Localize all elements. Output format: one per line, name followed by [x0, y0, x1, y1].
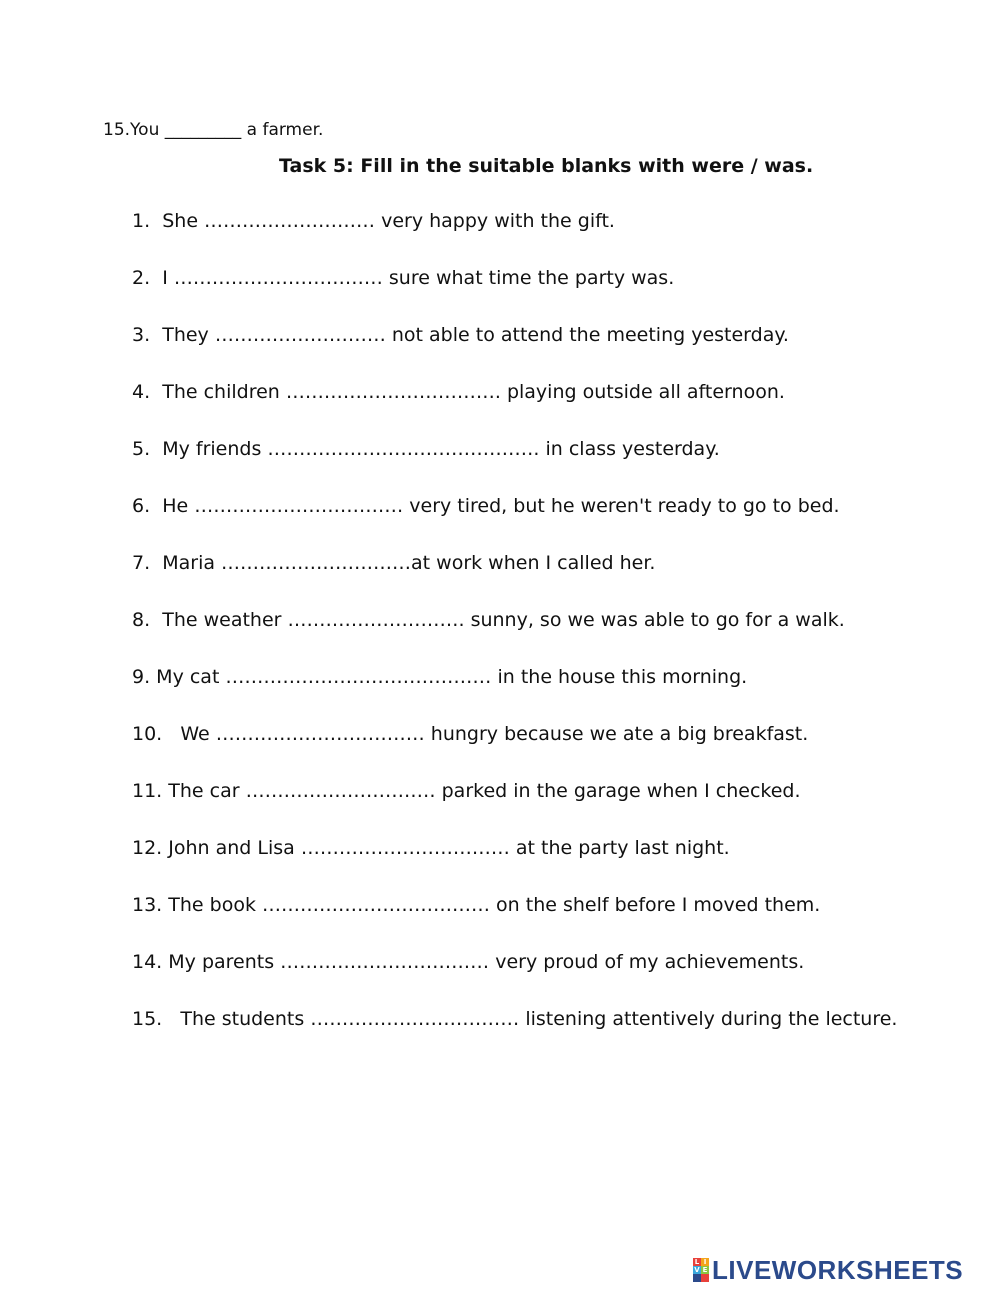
question-item: [132, 1007, 897, 1064]
question-item: [132, 494, 897, 551]
logo-badge-cell: [693, 1274, 701, 1282]
question-number: 6.: [132, 495, 163, 517]
question-number: 2.: [132, 267, 163, 289]
question-text: Maria …………………………at work when I called her.: [162, 552, 656, 574]
question-text: They ……………………… not able to attend the meeting yesterday.: [162, 324, 789, 346]
question-text: I …………………………… sure what time the party was.: [162, 267, 675, 289]
question-text: She ……………………… very happy with the gift.: [162, 210, 615, 232]
question-item: [132, 893, 897, 950]
question-number: 8.: [132, 609, 163, 631]
question-text: The students …………………………… listening attentively during the lecture.: [180, 1008, 898, 1030]
question-item: [132, 437, 897, 494]
question-text: My friends ……………………………………. in class yesterday.: [162, 438, 720, 460]
logo-badge-cell: [701, 1274, 709, 1282]
question-item: [132, 551, 897, 608]
question-text: The weather ………………………. sunny, so we was able to go for a walk.: [162, 609, 845, 631]
question-text: My parents …………………………… very proud of my achievements.: [168, 951, 805, 973]
question-number: 14.: [132, 951, 169, 973]
question-text: He …………………………… very tired, but he weren't ready to go to bed.: [162, 495, 840, 517]
logo-text: LIVEWORKSHEETS: [712, 1255, 964, 1285]
task-title: Task 5: Fill in the suitable blanks with were / was.: [279, 155, 814, 177]
question-item: [132, 836, 897, 893]
question-item: [132, 779, 897, 836]
question-item: [132, 380, 897, 437]
logo-badge-cell: E: [702, 1266, 708, 1274]
previous-item: 15.You _________ a farmer.: [103, 120, 324, 140]
question-text: John and Lisa …………………………… at the party last night.: [168, 837, 730, 859]
question-number: 13.: [132, 894, 169, 916]
question-number: 7.: [132, 552, 163, 574]
question-number: 4.: [132, 381, 163, 403]
question-item: [132, 209, 897, 266]
question-number: 10.: [132, 723, 181, 745]
question-number: 12.: [132, 837, 169, 859]
liveworksheets-logo: [693, 1257, 963, 1283]
logo-badge-cell: L: [694, 1258, 700, 1266]
question-text: The car ………………………… parked in the garage when I checked.: [168, 780, 801, 802]
question-text: The book ……………………………… on the shelf before I moved them.: [168, 894, 821, 916]
question-list: [132, 209, 897, 1064]
logo-badge-icon: [693, 1258, 709, 1282]
question-item: [132, 266, 897, 323]
logo-badge-cell: V: [694, 1266, 700, 1274]
question-number: 5.: [132, 438, 163, 460]
question-text: The children ……………………………. playing outside all afternoon.: [162, 381, 785, 403]
question-item: [132, 608, 897, 665]
question-item: [132, 323, 897, 380]
question-number: 3.: [132, 324, 163, 346]
question-number: 1.: [132, 210, 163, 232]
logo-badge-cell: I: [701, 1258, 709, 1266]
question-number: 11.: [132, 780, 169, 802]
question-item: [132, 665, 897, 722]
question-number: 9.: [132, 666, 157, 688]
question-item: [132, 722, 897, 779]
question-text: We …………………………… hungry because we ate a big breakfast.: [180, 723, 809, 745]
question-number: 15.: [132, 1008, 181, 1030]
question-item: [132, 950, 897, 1007]
question-text: My cat …………………………………… in the house this morning.: [156, 666, 748, 688]
